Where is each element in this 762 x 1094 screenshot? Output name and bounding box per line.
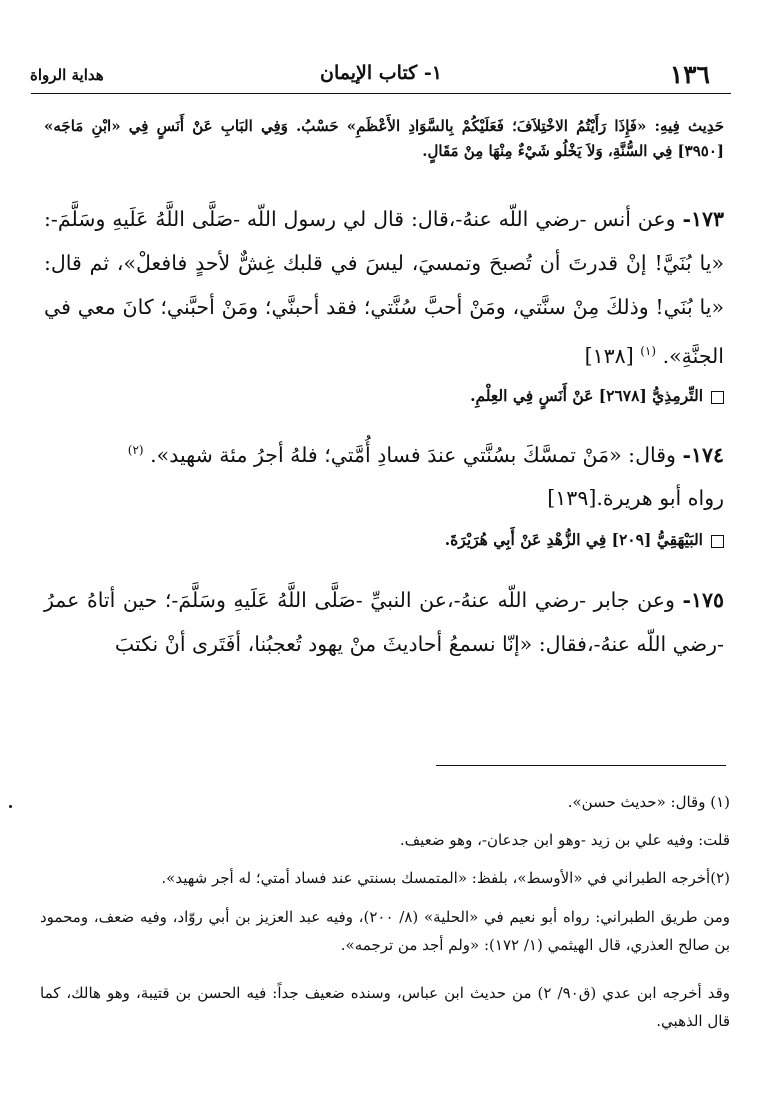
intro-note: حَدِيث فِيهِ: «فَإِذَا رَأَيْتُمُ الاخْتِلاَفَ؛ فَعَلَيْكُمْ بِالسَّوَادِ الأَعْظَمِ» حَسْبُ. وَفِي البَابِ عَنْ أَنَسٍ فِي «ابْنِ مَاجَه» [٣٩٥٠] فِي السُّنَّةِ، وَلاَ يَخْلُو شَيْءٌ مِنْهَا مِنْ مَقَالٍ. xyxy=(44,117,724,160)
header-rule xyxy=(31,93,731,94)
footnote-line: وقد أخرجه ابن عدي (ق٩٠/ ٢) من حديث ابن عباس، وسنده ضعيف جداً: فيه الحسن بن قتيبة، وهو هالك، كما قال الذهبي. xyxy=(40,984,730,1030)
hadith-174 xyxy=(44,428,724,477)
square-bullet-icon xyxy=(711,535,724,548)
hadith-number: ١٧٣- xyxy=(682,207,724,231)
footnote-separator xyxy=(436,765,726,766)
hadith-number: ١٧٥- xyxy=(682,588,724,612)
running-header xyxy=(30,58,732,92)
source-text: التِّرمِذِيُّ [٢٦٧٨] عَنْ أَنَسٍ فِي العِلْمِ. xyxy=(470,386,703,405)
hadith-173 xyxy=(44,197,724,378)
footnote-line: ومن طريق الطبراني: رواه أبو نعيم في «الحلية» (٨/ ٢٠٠)، وفيه عبد العزيز بن أبي روّاد، وفيه ضعف، ومحمود بن صالح العذري، قال الهيثمي (١/ ١٧٢): «ولم أجد من ترجمه». xyxy=(40,908,731,954)
hadith-text: وقال: «مَنْ تمسَّكَ بسُنَّتي عندَ فسادِ أُمَّتي؛ فلهُ أجرُ مئة شهيد». xyxy=(150,442,676,467)
hadith-number: ١٧٤- xyxy=(682,442,724,467)
stray-mark xyxy=(9,805,12,808)
source-line-173 xyxy=(44,383,724,409)
footnote-line: قلت: وفيه علي بن زيد -وهو ابن جدعان-، وهو ضعيف. xyxy=(399,831,730,849)
square-bullet-icon xyxy=(711,391,724,404)
narrator-line: رواه أبو هريرة.[١٣٩] xyxy=(547,486,724,510)
footnote-marker: (١) xyxy=(640,344,657,358)
source-text: البَيْهَقِيُّ [٢٠٩] فِي الزُّهْدِ عَنْ أَبِي هُرَيْرَةَ. xyxy=(444,530,703,549)
hadith-text: وعن جابر -رضي اللّه عنهُ-،عن النبيِّ -صَلَّى اللَّهُ عَلَيهِ وسَلَّمَ-؛ حين أتاهُ عمرُ -رضي اللّه عنهُ-،فقال: «إنّا نسمعُ أحاديثَ منْ يهود تُعجبُنا، أفَتَرى أنْ نكتبَ xyxy=(44,588,724,656)
chapter-title: ١- كتاب الإيمان xyxy=(320,62,442,84)
source-line-174 xyxy=(44,527,724,553)
hadith-reference: [١٣٨] xyxy=(584,343,634,368)
footnote-line: (٢)أخرجه الطبراني في «الأوسط»، بلفظ: «المتمسك بسنتي عند فساد أمتي؛ له أجر شهيد». xyxy=(161,869,730,887)
footnote-line: (١) وقال: «حديث حسن». xyxy=(567,793,730,811)
book-title: هداية الرواة xyxy=(30,66,104,84)
footnote-marker: (٢) xyxy=(127,443,144,457)
hadith-175 xyxy=(44,578,724,666)
page-number: ١٣٦ xyxy=(669,60,710,89)
hadith-text: وعن أنس -رضي اللّه عنهُ-،قال: قال لي رسول اللّه -صَلَّى اللَّهُ عَلَيهِ وسَلَّمَ-: «يا بُنَيَّ! إنْ قدرتَ أن تُصبحَ وتمسيَ، ليسَ في قلبك غِشٌّ لأحدٍ فافعلْ»، ثم قال: «يا بُنَي! وذلكَ مِنْ سنَّتي، ومَنْ أحبَّ سُنَّتي؛ فقد أحبنَّي؛ ومَنْ أحبَّني؛ كانَ معي في الجنَّةِ». xyxy=(44,207,724,368)
